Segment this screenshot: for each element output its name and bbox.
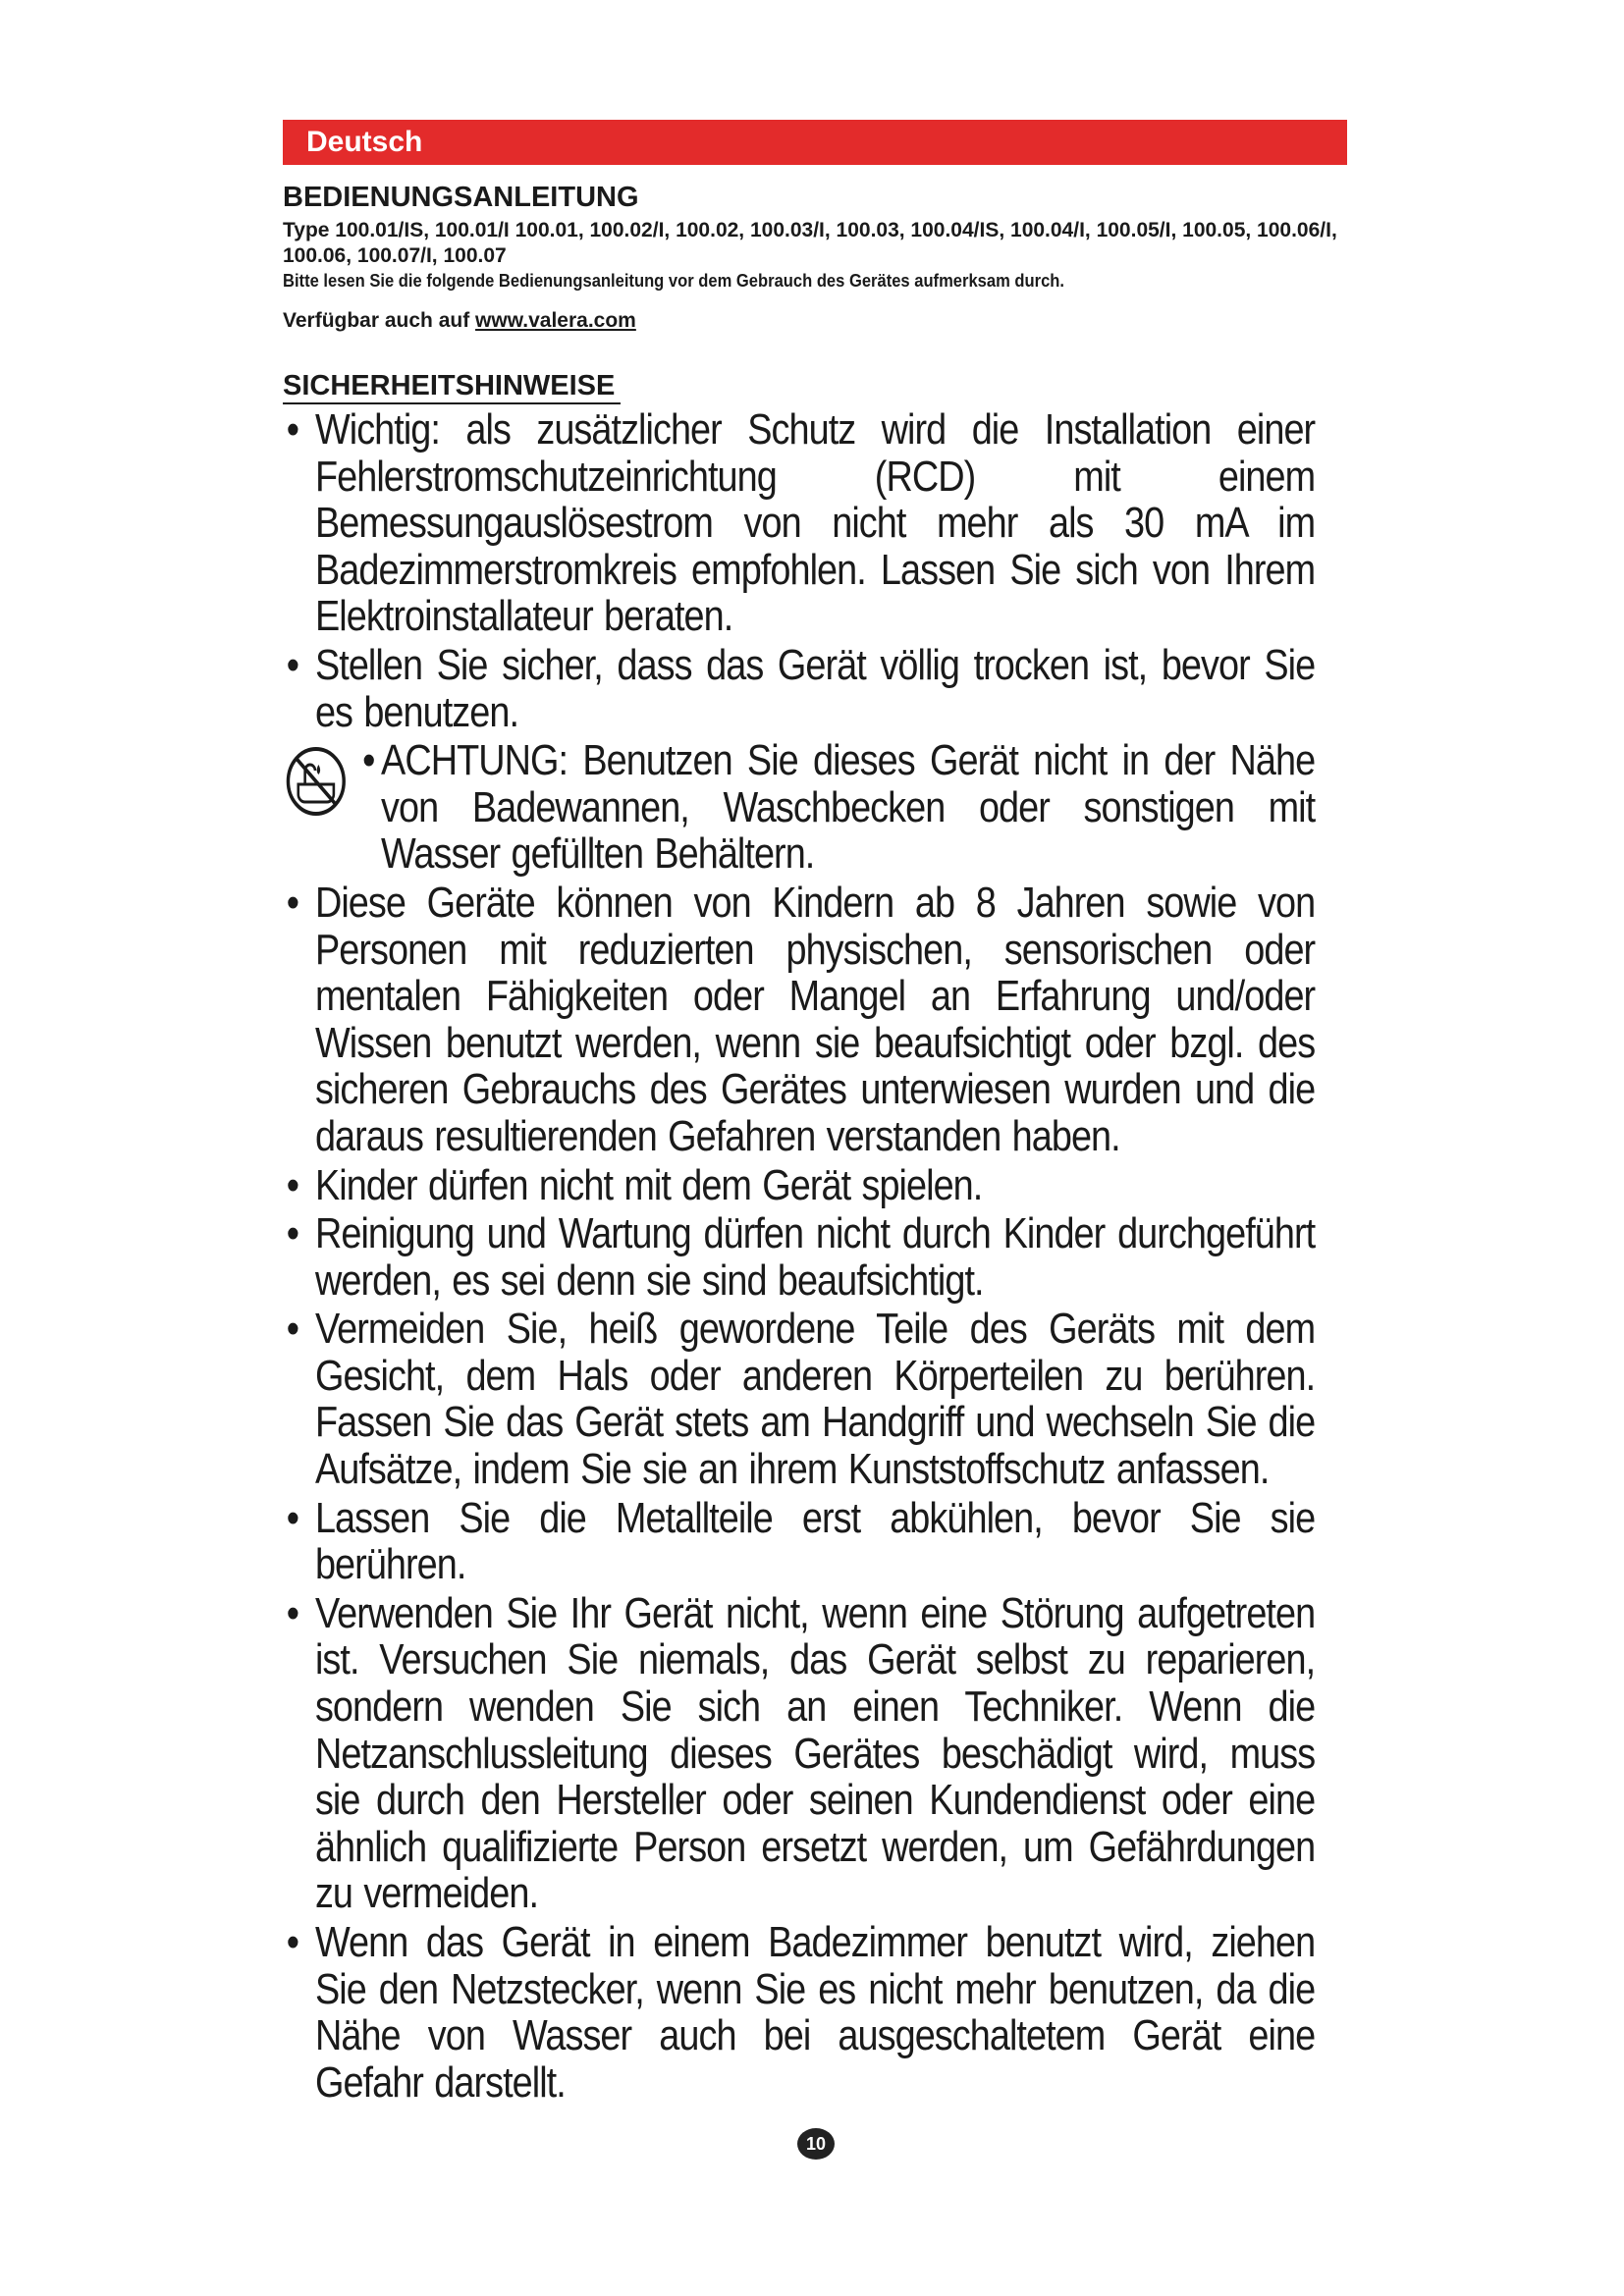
safety-item-text: ACHTUNG: Benutzen Sie dieses Gerät nicht in der Nähe von Badewannen, Waschbecken oder sonstigen mit Wasser gefüllten Behältern. <box>381 736 1316 879</box>
safety-item-cleaning <box>285 1210 1315 1304</box>
bullet: • <box>286 640 299 689</box>
language-bar <box>283 120 1347 165</box>
safety-item-rcd <box>285 406 1315 640</box>
safety-item-text: Kinder dürfen nicht mit dem Gerät spielen. <box>314 1160 983 1209</box>
safety-item-text: Wenn das Gerät in einem Badezimmer benutzt wird, ziehen Sie den Netzstecker, wenn Sie es nicht mehr benutzen, da die Nähe von Wasser auch bei ausgeschaltetem Gerät eine Gefahr darstellt. <box>314 1918 1316 2107</box>
bullet: • <box>362 736 375 785</box>
document-title: BEDIENUNGSANLEITUNG <box>283 182 639 213</box>
bullet: • <box>286 878 299 927</box>
read-instructions-notice: Bitte lesen Sie die folgende Bedienungsanleitung vor dem Gebrauch des Gerätes aufmerksam durch. <box>283 271 1065 291</box>
bullet: • <box>286 1493 299 1542</box>
safety-item-dry <box>285 642 1315 735</box>
safety-item-text: Vermeiden Sie, heiß gewordene Teile des Geräts mit dem Gesicht, dem Hals oder anderen Körperteilen zu berühren. Fassen Sie das Gerät stets am Handgriff und wechseln Sie die Aufsätze, indem Sie sie an ihrem Kunststoffschutz anfassen. <box>314 1305 1316 1494</box>
website-link[interactable]: www.valera.com <box>475 309 636 332</box>
no-water-bath-icon <box>285 745 348 818</box>
safety-list <box>285 406 1351 2108</box>
bullet: • <box>286 1305 299 1354</box>
safety-item-cool-down <box>285 1495 1315 1588</box>
safety-item-text: Stellen Sie sicher, dass das Gerät völlig trocken ist, bevor Sie es benutzen. <box>314 640 1316 736</box>
safety-item-children-play <box>285 1162 1315 1209</box>
language-label: Deutsch <box>306 126 423 158</box>
bullet: • <box>286 1209 299 1258</box>
safety-item-text: Lassen Sie die Metallteile erst abkühlen, bevor Sie sie berühren. <box>314 1493 1316 1589</box>
availability-line <box>283 308 636 334</box>
safety-item-hot-parts <box>285 1306 1315 1492</box>
availability-prefix: Verfügbar auch auf <box>283 309 476 332</box>
page-number: 10 <box>797 2128 835 2160</box>
section-title: SICHERHEITSHINWEISE <box>283 369 621 404</box>
safety-item-water-warning <box>285 737 1315 878</box>
safety-item-text: Diese Geräte können von Kindern ab 8 Jahren sowie von Personen mit reduzierten physischen, sensorischen oder mentalen Fähigkeiten oder Mangel an Erfahrung und/oder Wissen benutzt werden, wenn sie beaufsichtigt oder bzgl. des sicheren Gebrauchs des Gerätes unterwiesen wurden und die daraus resultierenden Gefahren verstanden haben. <box>314 878 1316 1160</box>
safety-item-text: Reinigung und Wartung dürfen nicht durch Kinder durchgeführt werden, es sei denn sie sind beaufsichtigt. <box>314 1209 1316 1305</box>
bullet: • <box>286 1588 299 1637</box>
safety-item-text: Wichtig: als zusätzlicher Schutz wird die Installation einer Fehlerstromschutzeinrichtung (RCD) mit einem Bemessungauslösestrom von nicht mehr als 30 mA im Badezimmerstromkreis empfohlen. Lassen Sie sich von Ihrem Elektroinstallateur beraten. <box>314 405 1316 641</box>
type-list: Type 100.01/IS, 100.01/I 100.01, 100.02/I, 100.02, 100.03/I, 100.03, 100.04/IS, 100.04/I, 100.05/I, 100.05, 100.06/I, 100.06, 100.07/I, 100.07 <box>283 219 1337 267</box>
safety-item-bathroom-unplug <box>285 1919 1315 2106</box>
bullet: • <box>286 1918 299 1966</box>
bullet: • <box>286 1160 299 1209</box>
safety-item-children-persons <box>285 880 1315 1160</box>
safety-item-text: Verwenden Sie Ihr Gerät nicht, wenn eine Störung aufgetreten ist. Versuchen Sie niemals, das Gerät selbst zu reparieren, sondern wenden Sie sich an einen Techniker. Wenn die Netzanschlussleitung dieses Gerätes beschädigt wird, muss sie durch den Hersteller oder seinen Kundendienst oder eine ähnlich qualifizierte Person ersetzt werden, um Gefährdungen zu vermeiden. <box>314 1588 1316 1918</box>
safety-item-malfunction <box>285 1590 1315 1917</box>
bullet: • <box>286 405 299 454</box>
